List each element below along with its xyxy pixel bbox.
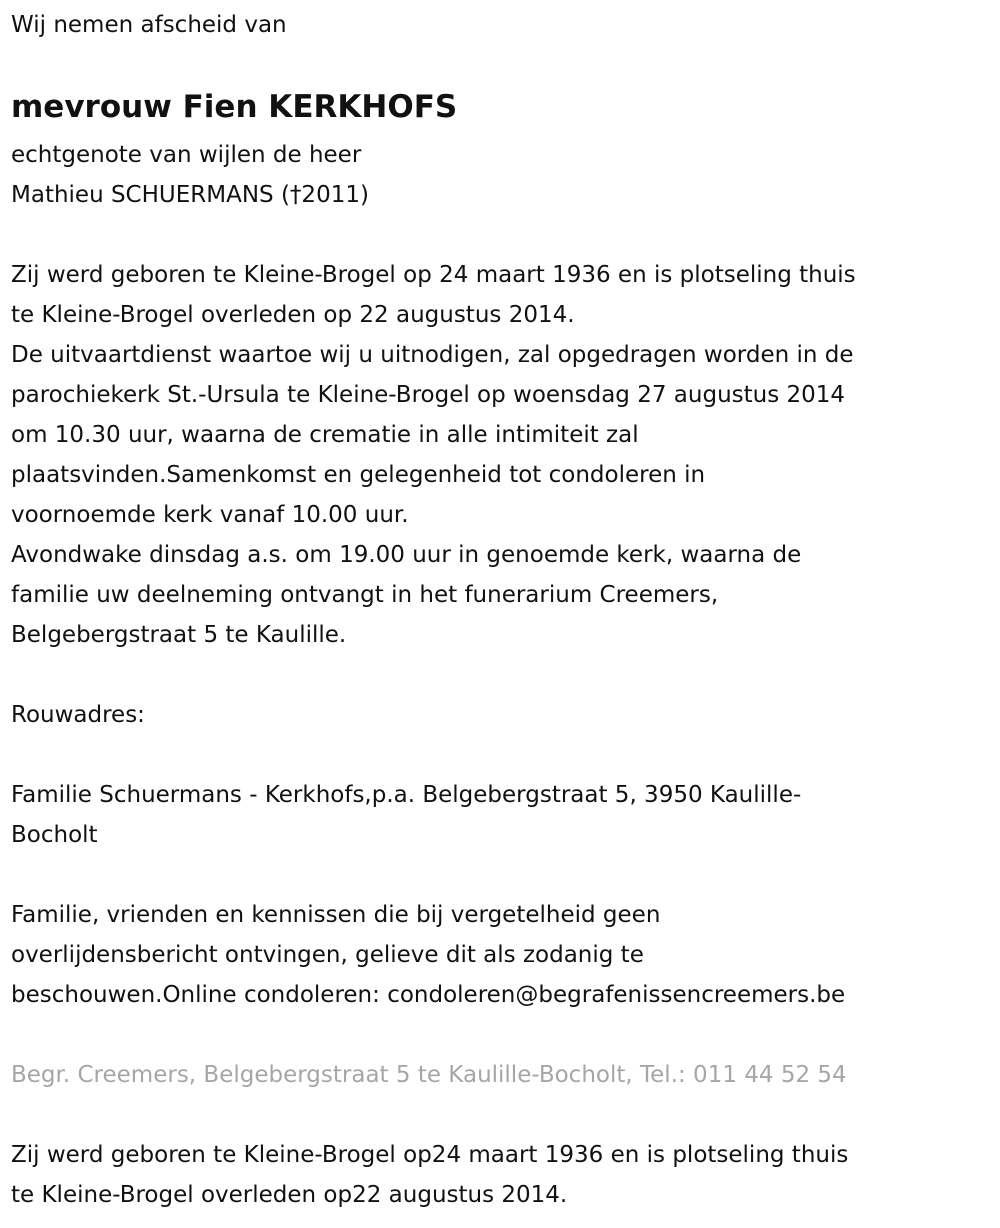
paragraph-line: te Kleine-Brogel overleden op 22 augustus 2014.: [11, 302, 575, 328]
undertaker-info: Begr. Creemers, Belgebergstraat 5 te Kaulille-Bocholt, Tel.: 011 44 52 54: [11, 1062, 847, 1088]
notice-line: beschouwen.Online condoleren: condoleren@begrafenissencreemers.be: [11, 982, 846, 1008]
address-line: Familie Schuermans - Kerkhofs,p.a. Belgebergstraat 5, 3950 Kaulille-: [11, 782, 802, 808]
address-line: Bocholt: [11, 822, 98, 848]
paragraph-line: Belgebergstraat 5 te Kaulille.: [11, 622, 347, 648]
notice-line: Familie, vrienden en kennissen die bij vergetelheid geen: [11, 902, 661, 928]
paragraph-line: Zij werd geboren te Kleine-Brogel op 24 maart 1936 en is plotseling thuis: [11, 262, 856, 288]
paragraph-line: familie uw deelneming ontvangt in het funerarium Creemers,: [11, 582, 719, 608]
repeat-line: te Kleine-Brogel overleden op22 augustus 2014.: [11, 1182, 568, 1208]
spouse-line: Mathieu SCHUERMANS (†2011): [11, 182, 369, 208]
spacer: [11, 215, 1000, 255]
main-paragraph: [11, 255, 1000, 655]
notice-line: overlijdensbericht ontvingen, gelieve dit als zodanig te: [11, 942, 644, 968]
intro-text: Wij nemen afscheid van: [11, 12, 287, 38]
paragraph-line: De uitvaartdienst waartoe wij u uitnodigen, zal opgedragen worden in de: [11, 342, 854, 368]
spacer: [11, 735, 1000, 775]
paragraph-line: parochiekerk St.-Ursula te Kleine-Brogel op woensdag 27 augustus 2014: [11, 382, 846, 408]
address-label: Rouwadres:: [11, 702, 145, 728]
paragraph-line: Avondwake dinsdag a.s. om 19.00 uur in genoemde kerk, waarna de: [11, 542, 802, 568]
spouse-line: echtgenote van wijlen de heer: [11, 142, 362, 168]
spacer: [11, 1095, 1000, 1135]
spacer: [11, 1015, 1000, 1055]
paragraph-line: plaatsvinden.Samenkomst en gelegenheid tot condoleren in: [11, 462, 706, 488]
paragraph-line: voornoemde kerk vanaf 10.00 uur.: [11, 502, 409, 528]
deceased-name: mevrouw Fien KERKHOFS: [11, 89, 458, 125]
spacer: [11, 655, 1000, 695]
repeat-line: Zij werd geboren te Kleine-Brogel op24 maart 1936 en is plotseling thuis: [11, 1142, 849, 1168]
paragraph-line: om 10.30 uur, waarna de crematie in alle intimiteit zal: [11, 422, 639, 448]
spacer: [11, 855, 1000, 895]
spacer: [11, 45, 1000, 85]
